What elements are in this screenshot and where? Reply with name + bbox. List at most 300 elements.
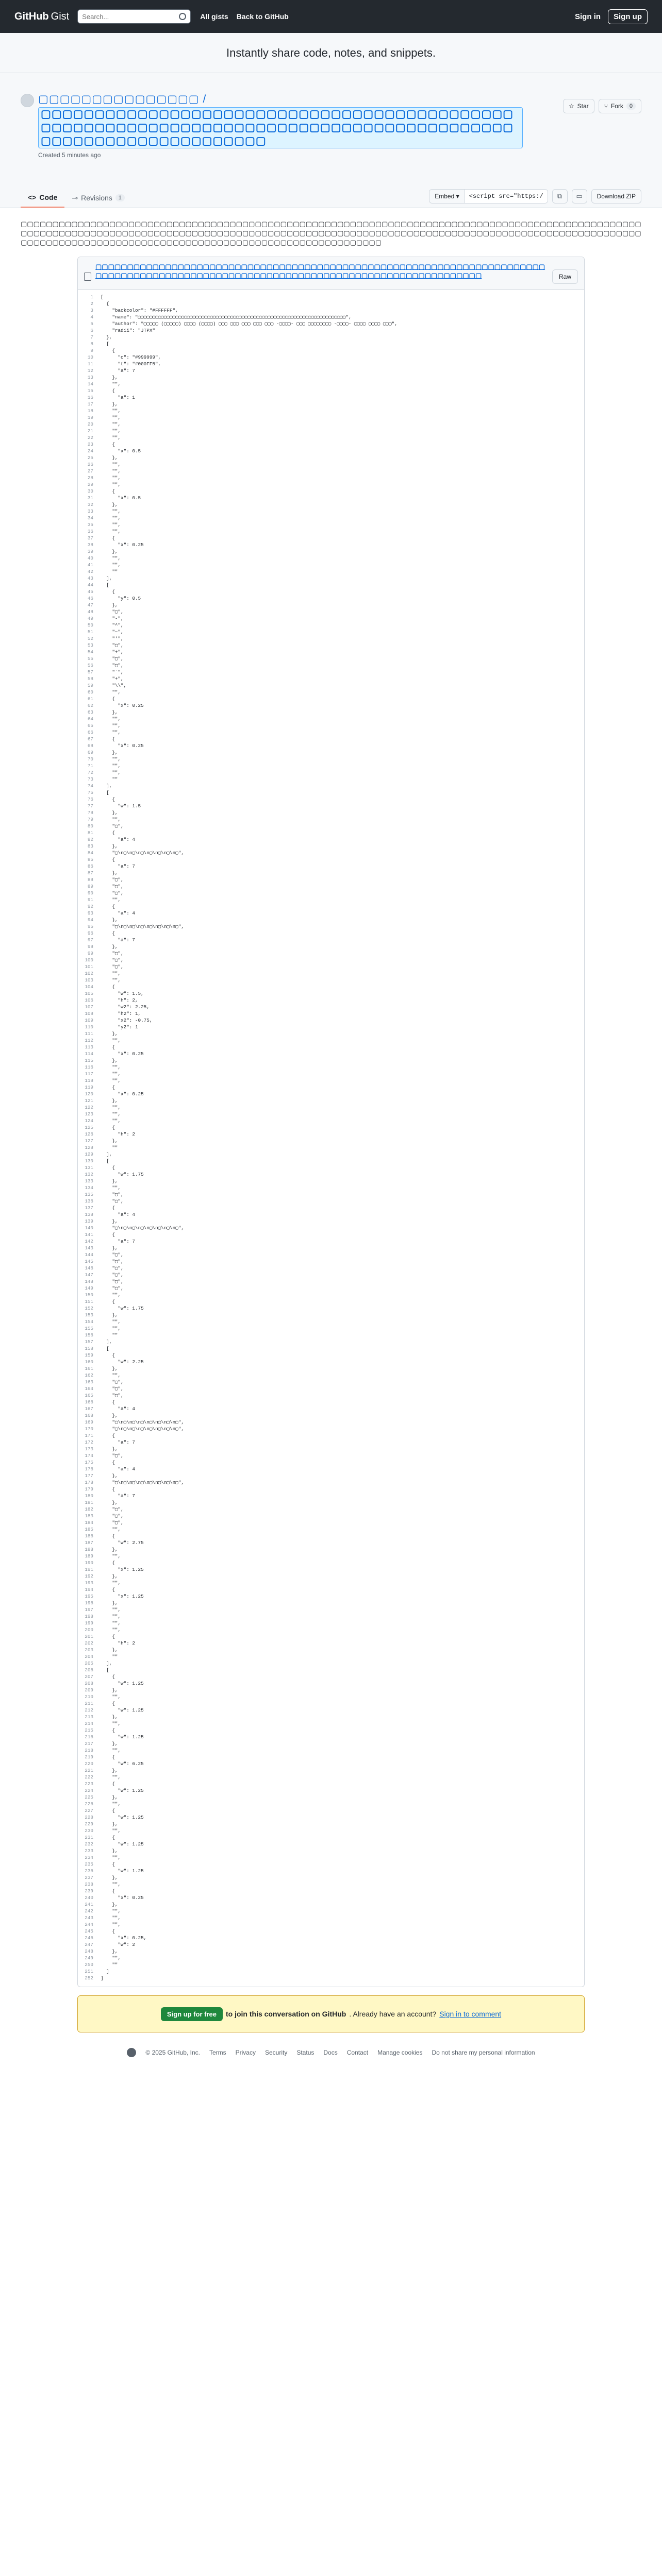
- line-number[interactable]: 177: [85, 1473, 93, 1479]
- line-number[interactable]: 75: [87, 790, 93, 795]
- line-number[interactable]: 124: [85, 1118, 93, 1124]
- line-number[interactable]: 238: [85, 1882, 93, 1887]
- github-gist-logo[interactable]: [14, 11, 69, 23]
- line-number[interactable]: 79: [87, 817, 93, 822]
- line-number[interactable]: 74: [87, 783, 93, 789]
- line-number[interactable]: 237: [85, 1875, 93, 1880]
- tab-code[interactable]: [21, 188, 64, 208]
- line-number[interactable]: 50: [87, 622, 93, 628]
- line-number[interactable]: 154: [85, 1319, 93, 1325]
- line-number[interactable]: 106: [85, 997, 93, 1003]
- gist-title[interactable]: ▢▢▢▢▢▢▢▢▢▢▢▢▢▢▢▢▢▢▢▢▢▢▢▢▢▢▢▢▢▢▢▢▢▢▢▢▢▢▢▢▢▢▢▢▢▢▢▢▢▢▢▢▢▢▢▢▢▢▢▢▢▢▢▢▢▢▢▢▢▢▢▢▢▢▢▢▢▢▢▢▢▢▢▢▢▢▢▢▢▢▢▢▢▢▢▢▢▢▢▢▢▢▢▢▢▢▢▢▢: [38, 107, 523, 148]
- line-number[interactable]: 142: [85, 1239, 93, 1244]
- line-number[interactable]: 145: [85, 1259, 93, 1264]
- line-number[interactable]: 189: [85, 1553, 93, 1559]
- line-number[interactable]: 166: [85, 1399, 93, 1405]
- raw-button[interactable]: Raw: [552, 269, 578, 284]
- line-number[interactable]: 125: [85, 1125, 93, 1130]
- star-button[interactable]: [563, 99, 594, 113]
- line-number[interactable]: 78: [87, 810, 93, 816]
- line-number[interactable]: 251: [85, 1969, 93, 1974]
- line-number[interactable]: 214: [85, 1721, 93, 1726]
- line-number[interactable]: 49: [87, 616, 93, 621]
- line-number[interactable]: 136: [85, 1198, 93, 1204]
- line-number[interactable]: 138: [85, 1212, 93, 1217]
- line-number[interactable]: 196: [85, 1600, 93, 1606]
- line-number[interactable]: 68: [87, 743, 93, 749]
- line-number[interactable]: 170: [85, 1426, 93, 1432]
- line-number[interactable]: 158: [85, 1346, 93, 1351]
- line-number[interactable]: 88: [87, 877, 93, 883]
- line-number[interactable]: 236: [85, 1868, 93, 1874]
- line-number[interactable]: 217: [85, 1741, 93, 1747]
- line-content: {: [101, 1084, 115, 1090]
- line-number[interactable]: 35: [87, 522, 93, 528]
- line-number[interactable]: 130: [85, 1158, 93, 1164]
- line-number[interactable]: 39: [87, 549, 93, 554]
- line-content: "w": 1.25: [101, 1788, 144, 1793]
- line-number[interactable]: 227: [85, 1808, 93, 1814]
- code-line: [78, 582, 584, 588]
- line-number[interactable]: 17: [87, 401, 93, 407]
- code-line: [78, 1205, 584, 1211]
- line-number[interactable]: 19: [87, 415, 93, 420]
- line-number[interactable]: 185: [85, 1527, 93, 1532]
- line-number[interactable]: 6: [90, 328, 93, 333]
- footer-manage-cookies[interactable]: Manage cookies: [377, 2049, 423, 2056]
- line-number[interactable]: 117: [85, 1071, 93, 1077]
- line-number[interactable]: 147: [85, 1272, 93, 1278]
- line-number[interactable]: 26: [87, 462, 93, 467]
- line-number[interactable]: 229: [85, 1821, 93, 1827]
- line-number[interactable]: 135: [85, 1192, 93, 1197]
- line-number[interactable]: 69: [87, 750, 93, 755]
- line-number[interactable]: 141: [85, 1232, 93, 1238]
- code-line: [78, 461, 584, 468]
- footer-terms[interactable]: Terms: [209, 2049, 226, 2056]
- line-number[interactable]: 171: [85, 1433, 93, 1438]
- line-number[interactable]: 109: [85, 1018, 93, 1023]
- line-number[interactable]: 73: [87, 776, 93, 782]
- line-number[interactable]: 97: [87, 937, 93, 943]
- line-number[interactable]: 77: [87, 803, 93, 809]
- line-number[interactable]: 104: [85, 984, 93, 990]
- line-number[interactable]: 20: [87, 421, 93, 427]
- line-number[interactable]: 51: [87, 629, 93, 635]
- line-number[interactable]: 188: [85, 1547, 93, 1552]
- line-number[interactable]: 165: [85, 1393, 93, 1398]
- line-number[interactable]: 23: [87, 442, 93, 447]
- line-number[interactable]: 212: [85, 1707, 93, 1713]
- line-content: "▢",: [101, 1453, 124, 1459]
- footer-contact[interactable]: Contact: [346, 2049, 369, 2056]
- line-number[interactable]: 72: [87, 770, 93, 775]
- line-number[interactable]: 112: [85, 1038, 93, 1043]
- line-number[interactable]: 200: [85, 1627, 93, 1633]
- line-number[interactable]: 47: [87, 602, 93, 608]
- line-number[interactable]: 102: [85, 971, 93, 976]
- line-number[interactable]: 197: [85, 1607, 93, 1613]
- line-number[interactable]: 105: [85, 991, 93, 996]
- line-number[interactable]: 31: [87, 495, 93, 501]
- line-number[interactable]: 131: [85, 1165, 93, 1171]
- line-number[interactable]: 219: [85, 1754, 93, 1760]
- line-number[interactable]: 32: [87, 502, 93, 507]
- line-number[interactable]: 139: [85, 1218, 93, 1224]
- line-number[interactable]: 126: [85, 1131, 93, 1137]
- line-number[interactable]: 121: [85, 1098, 93, 1104]
- line-number[interactable]: 9: [90, 348, 93, 353]
- line-number[interactable]: 225: [85, 1794, 93, 1800]
- footer-status[interactable]: Status: [296, 2049, 315, 2056]
- line-number[interactable]: 42: [87, 569, 93, 574]
- line-number[interactable]: 10: [87, 354, 93, 360]
- line-number[interactable]: 137: [85, 1205, 93, 1211]
- line-number[interactable]: 8: [90, 341, 93, 347]
- line-number[interactable]: 228: [85, 1815, 93, 1820]
- line-number[interactable]: 175: [85, 1460, 93, 1465]
- line-number[interactable]: 61: [87, 696, 93, 702]
- line-number[interactable]: 190: [85, 1560, 93, 1566]
- line-content: "~",: [101, 629, 124, 635]
- line-number[interactable]: 163: [85, 1379, 93, 1385]
- line-number[interactable]: 179: [85, 1486, 93, 1492]
- line-number[interactable]: 116: [85, 1064, 93, 1070]
- line-number[interactable]: 173: [85, 1446, 93, 1452]
- line-number[interactable]: 118: [85, 1078, 93, 1083]
- line-number[interactable]: 234: [85, 1855, 93, 1860]
- line-number[interactable]: 25: [87, 455, 93, 461]
- line-number[interactable]: 176: [85, 1466, 93, 1472]
- line-number[interactable]: 3: [90, 308, 93, 313]
- line-number[interactable]: 210: [85, 1694, 93, 1700]
- line-number[interactable]: 1: [90, 294, 93, 300]
- line-number[interactable]: 113: [85, 1044, 93, 1050]
- line-number[interactable]: 120: [85, 1091, 93, 1097]
- line-number[interactable]: 93: [87, 910, 93, 916]
- line-number[interactable]: 99: [87, 951, 93, 956]
- line-number[interactable]: 224: [85, 1788, 93, 1793]
- search-box[interactable]: [77, 9, 191, 24]
- line-number[interactable]: 155: [85, 1326, 93, 1331]
- line-number[interactable]: 140: [85, 1225, 93, 1231]
- download-zip-button[interactable]: Download ZIP: [591, 189, 641, 204]
- line-number[interactable]: 127: [85, 1138, 93, 1144]
- line-number[interactable]: 101: [85, 964, 93, 970]
- line-number[interactable]: 143: [85, 1245, 93, 1251]
- line-number[interactable]: 161: [85, 1366, 93, 1371]
- footer-privacy[interactable]: Privacy: [235, 2049, 256, 2056]
- line-number[interactable]: 43: [87, 575, 93, 581]
- nav-all-gists[interactable]: All gists: [200, 12, 228, 21]
- line-number[interactable]: 107: [85, 1004, 93, 1010]
- line-number[interactable]: 151: [85, 1299, 93, 1304]
- line-number[interactable]: 207: [85, 1674, 93, 1680]
- line-number[interactable]: 128: [85, 1145, 93, 1150]
- line-number[interactable]: 14: [87, 381, 93, 387]
- line-number[interactable]: 153: [85, 1312, 93, 1318]
- line-number[interactable]: 22: [87, 435, 93, 440]
- footer-security[interactable]: Security: [264, 2049, 288, 2056]
- line-number[interactable]: 181: [85, 1500, 93, 1505]
- line-number[interactable]: 174: [85, 1453, 93, 1459]
- desktop-button[interactable]: [572, 189, 587, 204]
- line-number[interactable]: 57: [87, 669, 93, 675]
- signup-free-button[interactable]: Sign up for free: [161, 2007, 223, 2021]
- line-number[interactable]: 15: [87, 388, 93, 394]
- line-number[interactable]: 98: [87, 944, 93, 950]
- line-number[interactable]: 201: [85, 1634, 93, 1639]
- line-number[interactable]: 87: [87, 870, 93, 876]
- line-number[interactable]: 144: [85, 1252, 93, 1258]
- line-number[interactable]: 199: [85, 1620, 93, 1626]
- line-number[interactable]: 220: [85, 1761, 93, 1767]
- line-number[interactable]: 211: [85, 1701, 93, 1706]
- line-number[interactable]: 208: [85, 1681, 93, 1686]
- line-number[interactable]: 53: [87, 642, 93, 648]
- line-number[interactable]: 182: [85, 1506, 93, 1512]
- line-number[interactable]: 241: [85, 1902, 93, 1907]
- line-number[interactable]: 203: [85, 1647, 93, 1653]
- line-number[interactable]: 30: [87, 488, 93, 494]
- line-number[interactable]: 240: [85, 1895, 93, 1901]
- line-number[interactable]: 7: [90, 334, 93, 340]
- avatar[interactable]: [21, 94, 34, 107]
- line-number[interactable]: 232: [85, 1841, 93, 1847]
- line-number[interactable]: 54: [87, 649, 93, 655]
- line-number[interactable]: 70: [87, 756, 93, 762]
- line-number[interactable]: 24: [87, 448, 93, 454]
- line-number[interactable]: 38: [87, 542, 93, 548]
- line-number[interactable]: 169: [85, 1419, 93, 1425]
- line-number[interactable]: 122: [85, 1105, 93, 1110]
- line-number[interactable]: 44: [87, 582, 93, 588]
- line-number[interactable]: 36: [87, 529, 93, 534]
- line-number[interactable]: 65: [87, 723, 93, 728]
- line-content: "x": 1.25: [101, 1594, 144, 1599]
- line-number[interactable]: 66: [87, 730, 93, 735]
- line-number[interactable]: 119: [85, 1084, 93, 1090]
- footer-docs[interactable]: Docs: [323, 2049, 338, 2056]
- line-number[interactable]: 146: [85, 1265, 93, 1271]
- line-number[interactable]: 37: [87, 535, 93, 541]
- line-number[interactable]: 223: [85, 1781, 93, 1787]
- sign-in-link[interactable]: Sign in: [575, 12, 601, 21]
- line-number[interactable]: 246: [85, 1935, 93, 1941]
- tab-revisions[interactable]: [64, 188, 132, 208]
- line-number[interactable]: 202: [85, 1640, 93, 1646]
- line-number[interactable]: 133: [85, 1178, 93, 1184]
- line-number[interactable]: 41: [87, 562, 93, 568]
- line-number[interactable]: 192: [85, 1573, 93, 1579]
- search-input[interactable]: [82, 13, 179, 21]
- line-number[interactable]: 40: [87, 555, 93, 561]
- sign-up-button[interactable]: Sign up: [608, 9, 648, 24]
- line-number[interactable]: 83: [87, 843, 93, 849]
- line-number[interactable]: 184: [85, 1520, 93, 1526]
- line-number[interactable]: 110: [85, 1024, 93, 1030]
- line-number[interactable]: 100: [85, 957, 93, 963]
- line-number[interactable]: 215: [85, 1727, 93, 1733]
- line-number[interactable]: 191: [85, 1567, 93, 1572]
- line-number[interactable]: 249: [85, 1955, 93, 1961]
- line-number[interactable]: 149: [85, 1285, 93, 1291]
- line-number[interactable]: 247: [85, 1942, 93, 1947]
- line-number[interactable]: 21: [87, 428, 93, 434]
- line-number[interactable]: 205: [85, 1660, 93, 1666]
- copy-button[interactable]: [552, 189, 568, 204]
- line-number[interactable]: 76: [87, 796, 93, 802]
- line-number[interactable]: 178: [85, 1480, 93, 1485]
- line-number[interactable]: 168: [85, 1413, 93, 1418]
- line-number[interactable]: 187: [85, 1540, 93, 1546]
- sign-in-to-comment-link[interactable]: Sign in to comment: [439, 2010, 502, 2018]
- line-number[interactable]: 250: [85, 1962, 93, 1968]
- search-icon[interactable]: [179, 13, 186, 20]
- code-line: [78, 1278, 584, 1285]
- line-number[interactable]: 28: [87, 475, 93, 481]
- line-number[interactable]: 129: [85, 1151, 93, 1157]
- line-number[interactable]: 195: [85, 1594, 93, 1599]
- line-number[interactable]: 194: [85, 1587, 93, 1592]
- line-number[interactable]: 108: [85, 1011, 93, 1016]
- line-number[interactable]: 222: [85, 1774, 93, 1780]
- embed-input[interactable]: [465, 190, 548, 203]
- line-number[interactable]: 148: [85, 1279, 93, 1284]
- line-content: {: [101, 984, 115, 990]
- line-number[interactable]: 85: [87, 857, 93, 862]
- line-number[interactable]: 45: [87, 589, 93, 595]
- line-content: "a": 4: [101, 910, 135, 916]
- line-number[interactable]: 204: [85, 1654, 93, 1659]
- code-line: [78, 1459, 584, 1466]
- code-line: [78, 602, 584, 608]
- line-number[interactable]: 159: [85, 1352, 93, 1358]
- line-number[interactable]: 52: [87, 636, 93, 641]
- line-number[interactable]: 92: [87, 904, 93, 909]
- line-number[interactable]: 248: [85, 1948, 93, 1954]
- line-number[interactable]: 150: [85, 1292, 93, 1298]
- line-number[interactable]: 230: [85, 1828, 93, 1834]
- line-number[interactable]: 59: [87, 683, 93, 688]
- line-number[interactable]: 64: [87, 716, 93, 722]
- line-number[interactable]: 243: [85, 1915, 93, 1921]
- line-number[interactable]: 167: [85, 1406, 93, 1412]
- line-number[interactable]: 115: [85, 1058, 93, 1063]
- line-number[interactable]: 235: [85, 1861, 93, 1867]
- line-number[interactable]: 90: [87, 890, 93, 896]
- line-content: [: [101, 294, 104, 300]
- line-number[interactable]: 242: [85, 1908, 93, 1914]
- embed-select[interactable]: [429, 190, 465, 203]
- line-number[interactable]: 157: [85, 1339, 93, 1345]
- line-number[interactable]: 63: [87, 709, 93, 715]
- line-number[interactable]: 5: [90, 321, 93, 327]
- line-number[interactable]: 11: [87, 361, 93, 367]
- line-number[interactable]: 162: [85, 1372, 93, 1378]
- line-number[interactable]: 2: [90, 301, 93, 307]
- line-number[interactable]: 34: [87, 515, 93, 521]
- line-number[interactable]: 91: [87, 897, 93, 903]
- line-number[interactable]: 252: [85, 1975, 93, 1981]
- line-number[interactable]: 123: [85, 1111, 93, 1117]
- line-number[interactable]: 111: [85, 1031, 93, 1037]
- line-number[interactable]: 245: [85, 1928, 93, 1934]
- line-number[interactable]: 132: [85, 1172, 93, 1177]
- line-number[interactable]: 12: [87, 368, 93, 374]
- line-number[interactable]: 218: [85, 1748, 93, 1753]
- line-number[interactable]: 180: [85, 1493, 93, 1499]
- code-line: [78, 1626, 584, 1633]
- line-number[interactable]: 18: [87, 408, 93, 414]
- line-number[interactable]: 239: [85, 1888, 93, 1894]
- line-number[interactable]: 89: [87, 884, 93, 889]
- line-number[interactable]: 96: [87, 930, 93, 936]
- footer-do-not-share[interactable]: Do not share my personal information: [432, 2049, 535, 2056]
- line-number[interactable]: 213: [85, 1714, 93, 1720]
- line-number[interactable]: 152: [85, 1306, 93, 1311]
- line-number[interactable]: 86: [87, 863, 93, 869]
- line-number[interactable]: 95: [87, 924, 93, 929]
- line-number[interactable]: 67: [87, 736, 93, 742]
- line-number[interactable]: 81: [87, 830, 93, 836]
- line-number[interactable]: 209: [85, 1687, 93, 1693]
- line-number[interactable]: 193: [85, 1580, 93, 1586]
- line-number[interactable]: 164: [85, 1386, 93, 1392]
- line-number[interactable]: 71: [87, 763, 93, 769]
- line-number[interactable]: 16: [87, 395, 93, 400]
- file-name[interactable]: ▢▢▢▢▢▢▢▢▢▢▢▢▢▢▢▢▢▢▢▢▢▢▢▢▢▢▢▢▢▢▢▢▢▢▢▢▢▢▢▢▢▢▢▢▢▢▢▢▢▢▢▢▢▢▢▢▢▢▢▢▢▢▢▢▢▢▢▢▢▢▢▢▢▢▢▢▢▢▢▢▢▢▢▢▢▢▢▢▢▢▢▢▢▢▢▢▢▢▢▢▢▢▢▢▢▢▢▢▢▢▢▢▢▢▢▢▢▢▢▢▢▢▢▢▢▢▢▢▢▢▢▢: [95, 263, 545, 279]
- line-number[interactable]: 84: [87, 850, 93, 856]
- line-number[interactable]: 216: [85, 1734, 93, 1740]
- line-number[interactable]: 13: [87, 375, 93, 380]
- line-number[interactable]: 46: [87, 596, 93, 601]
- line-number[interactable]: 80: [87, 823, 93, 829]
- line-number[interactable]: 226: [85, 1801, 93, 1807]
- line-number[interactable]: 233: [85, 1848, 93, 1854]
- line-number[interactable]: 62: [87, 703, 93, 708]
- line-number[interactable]: 198: [85, 1614, 93, 1619]
- line-number[interactable]: 94: [87, 917, 93, 923]
- line-number[interactable]: 48: [87, 609, 93, 615]
- line-number[interactable]: 160: [85, 1359, 93, 1365]
- line-number[interactable]: 55: [87, 656, 93, 662]
- line-number[interactable]: 82: [87, 837, 93, 842]
- line-number[interactable]: 172: [85, 1439, 93, 1445]
- line-number[interactable]: 134: [85, 1185, 93, 1191]
- line-number[interactable]: 221: [85, 1768, 93, 1773]
- line-number[interactable]: 58: [87, 676, 93, 682]
- line-number[interactable]: 114: [85, 1051, 93, 1057]
- gist-owner[interactable]: ▢▢▢▢▢▢▢▢▢▢▢▢▢▢▢ /: [38, 93, 207, 105]
- line-number[interactable]: 183: [85, 1513, 93, 1519]
- line-number[interactable]: 206: [85, 1667, 93, 1673]
- fork-button[interactable]: [599, 99, 641, 113]
- line-number[interactable]: 156: [85, 1332, 93, 1338]
- line-number[interactable]: 60: [87, 689, 93, 695]
- line-number[interactable]: 244: [85, 1922, 93, 1927]
- line-number[interactable]: 29: [87, 482, 93, 487]
- line-number[interactable]: 103: [85, 977, 93, 983]
- line-number[interactable]: 4: [90, 314, 93, 320]
- nav-back-to-github[interactable]: Back to GitHub: [236, 12, 289, 21]
- line-content: "",: [101, 897, 121, 903]
- line-number[interactable]: 27: [87, 468, 93, 474]
- line-number[interactable]: 56: [87, 663, 93, 668]
- line-number[interactable]: 231: [85, 1835, 93, 1840]
- line-number[interactable]: 186: [85, 1533, 93, 1539]
- line-number[interactable]: 33: [87, 509, 93, 514]
